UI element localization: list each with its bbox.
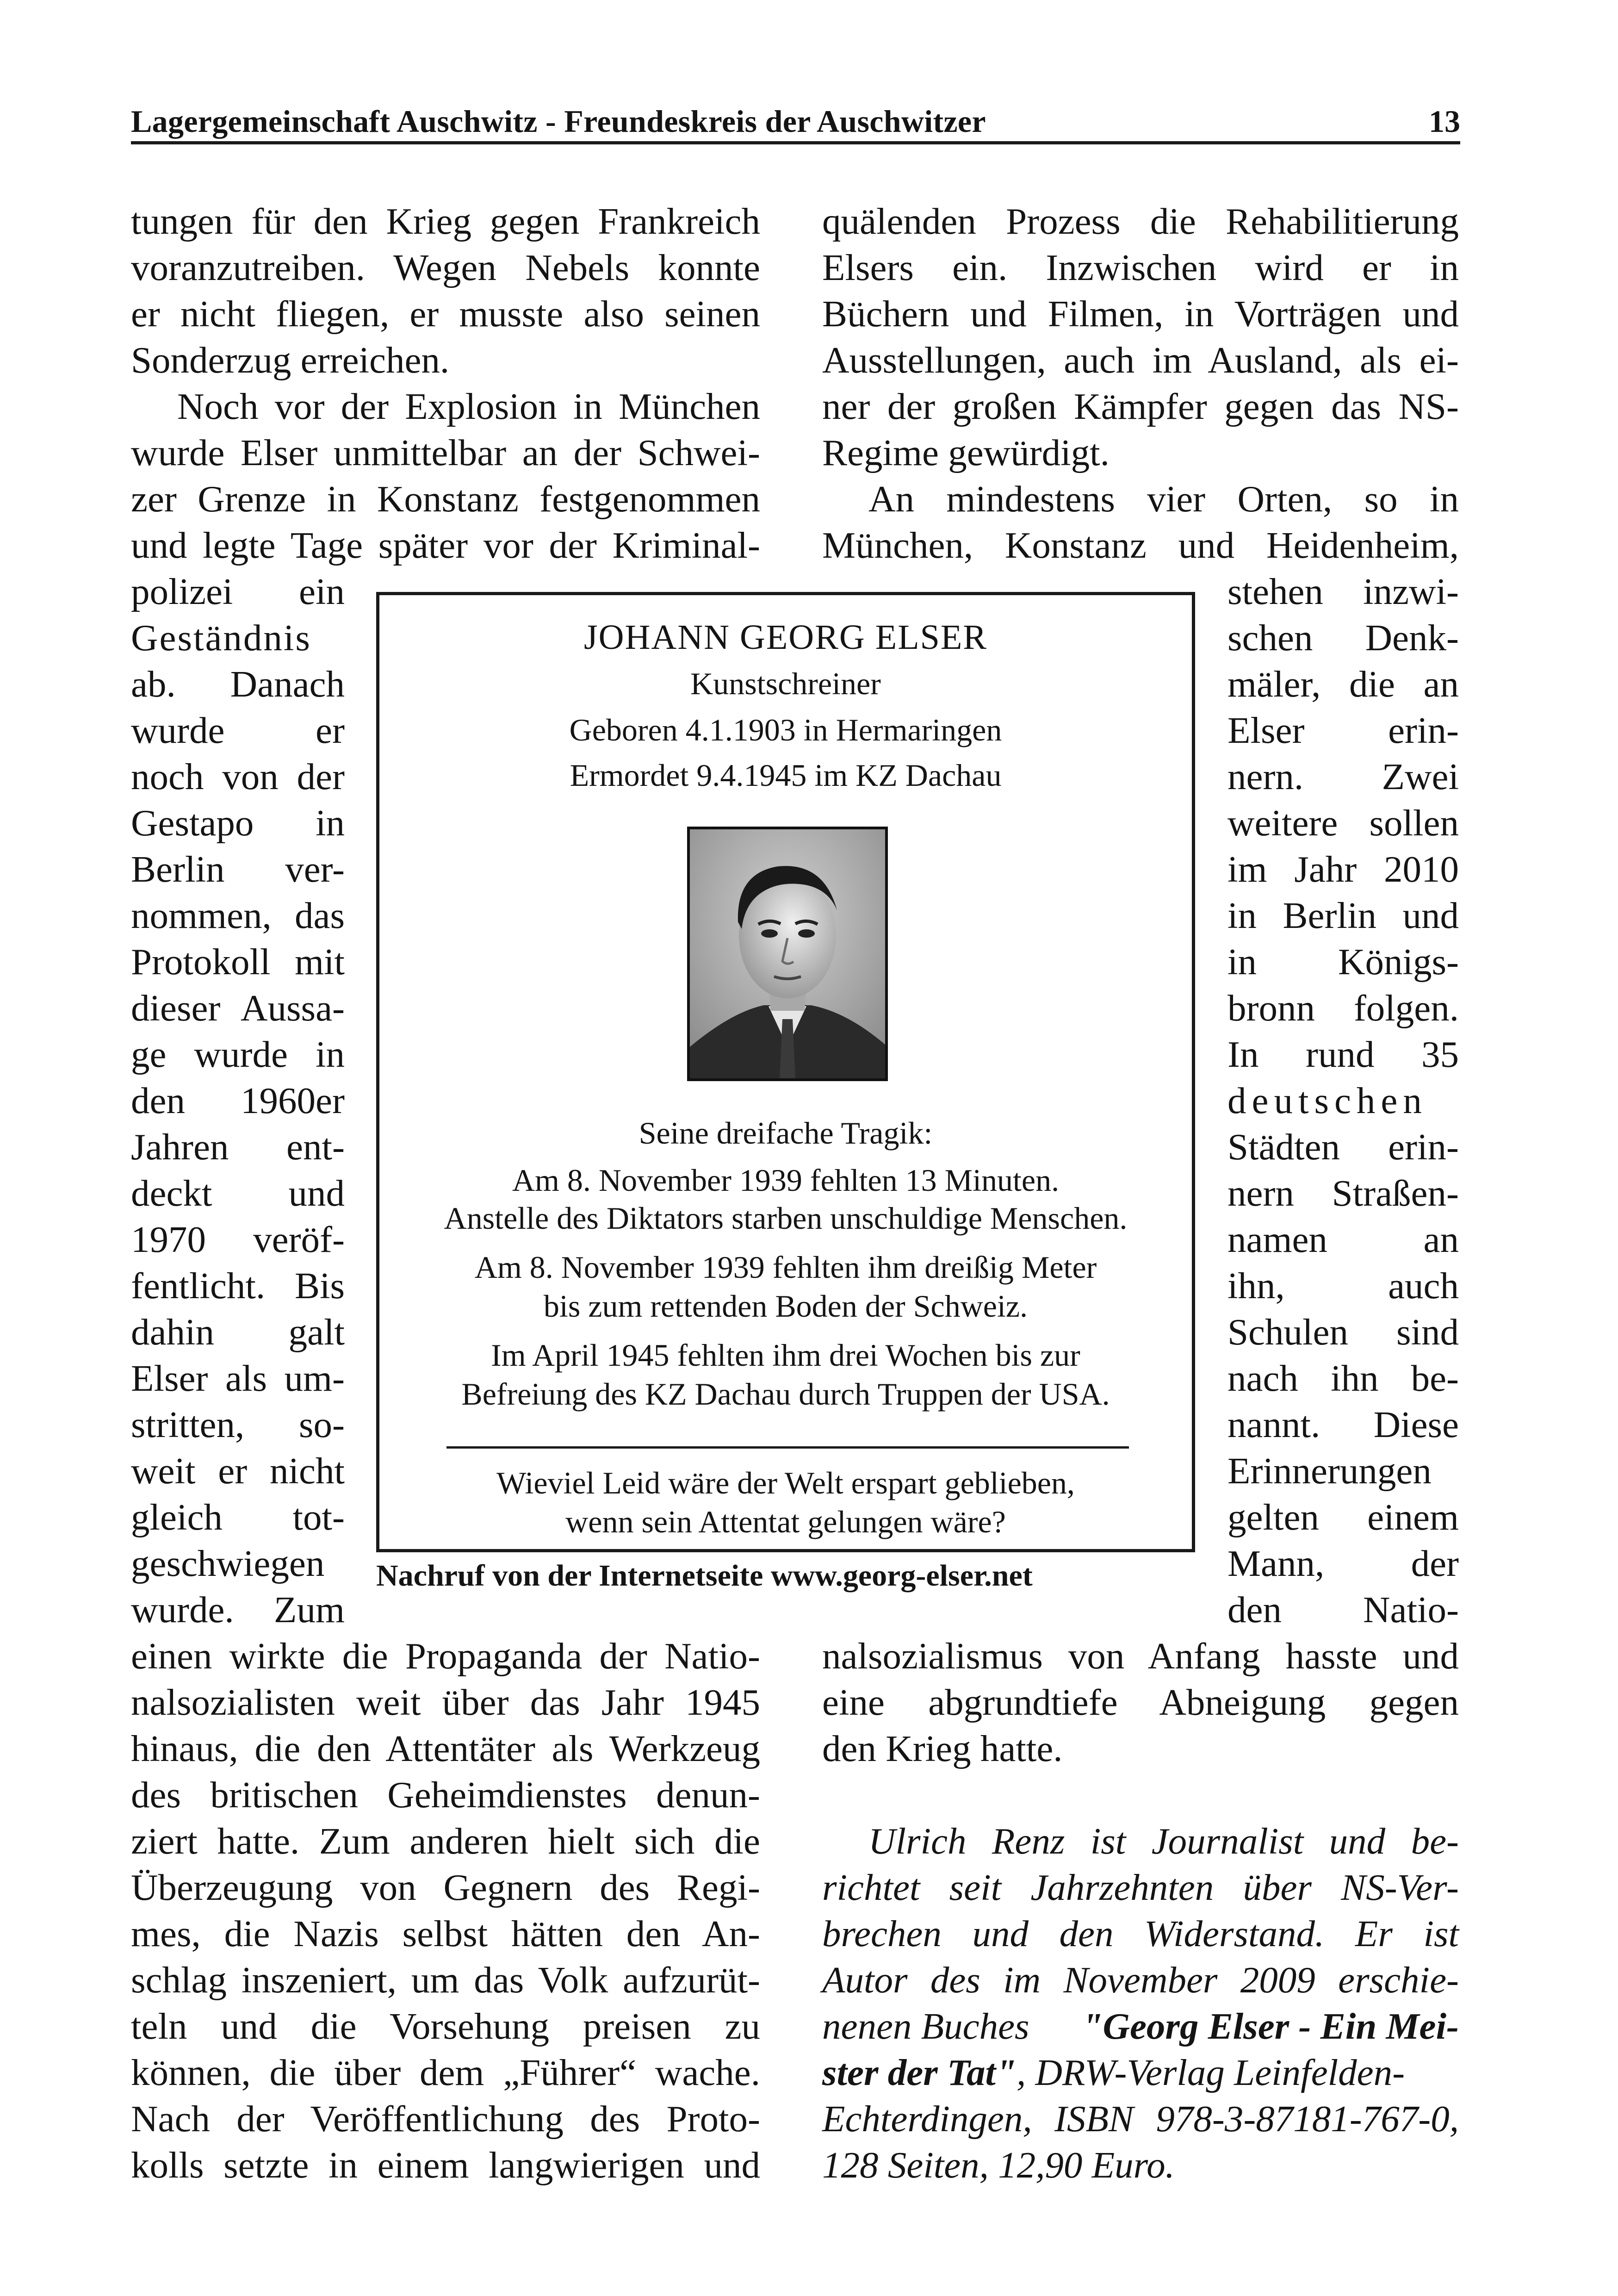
body-line: den Krieg hatte. xyxy=(822,1728,1063,1769)
memorial-name: JOHANN GEORG ELSER xyxy=(584,618,987,657)
body-line: nern Straßen- xyxy=(1227,1172,1459,1214)
tragedy-line: Im April 1945 fehlten ihm drei Wochen bis zur xyxy=(491,1338,1080,1373)
body-line: gelten einem xyxy=(1227,1496,1459,1538)
tragedy-line: Am 8. November 1939 fehlten 13 Minuten. xyxy=(512,1163,1060,1198)
body-line: Jahren ent- xyxy=(131,1126,345,1168)
bio-line: Echterdingen, ISBN 978-3-87181-767-0, xyxy=(822,2098,1459,2140)
body-line: Ausstellungen, auch im Ausland, als ei- xyxy=(822,339,1459,381)
box-caption: Nachruf von der Internetseite www.georg-elser.net xyxy=(376,1559,1033,1593)
body-line: quälenden Prozess die Rehabilitierung xyxy=(822,200,1459,242)
body-line: nannt. Diese xyxy=(1227,1404,1459,1445)
body-line: nern. Zwei xyxy=(1227,756,1459,797)
body-line: tungen für den Krieg gegen Frankreich xyxy=(131,200,760,242)
body-line: deutschen xyxy=(1227,1080,1427,1121)
body-line: Nach der Veröffentlichung des Proto- xyxy=(131,2098,760,2140)
body-line: München, Konstanz und Heidenheim, xyxy=(822,524,1459,566)
bio-text: nenen Buches xyxy=(822,2005,1029,2047)
body-line: Geständnis xyxy=(131,617,311,659)
body-line: bronn folgen. xyxy=(1227,987,1459,1029)
body-line: des britischen Geheimdienstes denun- xyxy=(131,1774,760,1816)
body-line: teln und die Vorsehung preisen zu xyxy=(131,2005,760,2047)
body-line: Elsers ein. Inzwischen wird er in xyxy=(822,247,1459,288)
body-line: nalsozialismus von Anfang hasste und xyxy=(822,1635,1459,1677)
closing-line: Wieviel Leid wäre der Welt erspart geblieben, xyxy=(496,1465,1075,1500)
tragedy-line: Befreiung des KZ Dachau durch Truppen der USA. xyxy=(461,1376,1110,1412)
body-line: ge wurde in xyxy=(131,1033,345,1075)
bio-line: brechen und den Widerstand. Er ist xyxy=(822,1913,1459,1954)
body-line: und legte Tage später vor der Kriminal- xyxy=(131,524,760,566)
body-line: ner der großen Kämpfer gegen das NS- xyxy=(822,386,1459,427)
body-line: Regime gewürdigt. xyxy=(822,432,1110,473)
tragedy-line: Anstelle des Diktators starben unschuldige Menschen. xyxy=(444,1201,1128,1236)
bio-text: , DRW-Verlag Leinfelden- xyxy=(1017,2052,1405,2093)
bio-line: Ulrich Renz ist Journalist und be- xyxy=(868,1820,1459,1862)
body-line: mes, die Nazis selbst hätten den An- xyxy=(131,1913,760,1954)
body-line: Noch vor der Explosion in München xyxy=(177,386,760,427)
body-line: zer Grenze in Konstanz festgenommen xyxy=(131,478,760,520)
body-line: ab. Danach xyxy=(131,663,345,705)
body-line: Berlin ver- xyxy=(131,848,345,890)
body-line: nach ihn be- xyxy=(1227,1357,1459,1399)
bio-line xyxy=(822,2049,1459,2096)
body-line: Protokoll mit xyxy=(131,941,345,983)
body-line: weit er nicht xyxy=(131,1450,345,1492)
body-line: in Königs- xyxy=(1227,941,1459,983)
body-line: Schulen sind xyxy=(1227,1311,1459,1353)
body-line: den Natio- xyxy=(1227,1589,1459,1630)
body-line: weitere sollen xyxy=(1227,802,1459,844)
body-line: stehen inzwi- xyxy=(1227,571,1459,612)
body-line: ihn, auch xyxy=(1227,1265,1459,1307)
body-line: schen Denk- xyxy=(1227,617,1459,659)
book-title: "Georg Elser - Ein Mei- xyxy=(1082,2005,1459,2047)
body-line: polizei ein xyxy=(131,571,345,612)
body-line: Elser als um- xyxy=(131,1357,345,1399)
body-line: Elser erin- xyxy=(1227,709,1459,751)
body-line: deckt und xyxy=(131,1172,345,1214)
body-line: im Jahr 2010 xyxy=(1227,848,1459,890)
body-line: Gestapo in xyxy=(131,802,345,844)
body-line: den 1960er xyxy=(131,1080,345,1121)
body-line: 1970 veröf- xyxy=(131,1219,345,1260)
body-line: in Berlin und xyxy=(1227,895,1459,936)
body-line: Überzeugung von Gegnern des Regi- xyxy=(131,1867,760,1908)
body-line: Städten erin- xyxy=(1227,1126,1459,1168)
body-line: Mann, der xyxy=(1227,1543,1459,1584)
body-line: dieser Aussa- xyxy=(131,987,345,1029)
memorial-box xyxy=(376,592,1195,1552)
body-line: eine abgrundtiefe Abneigung gegen xyxy=(822,1681,1459,1723)
body-line: können, die über dem „Führer“ wache. xyxy=(131,2052,760,2093)
memorial-died: Ermordet 9.4.1945 im KZ Dachau xyxy=(570,758,1002,793)
body-line: In rund 35 xyxy=(1227,1033,1459,1075)
body-line: geschwiegen xyxy=(131,1543,325,1584)
body-line: er nicht fliegen, er musste also seinen xyxy=(131,293,760,335)
tragedy-line: bis zum rettenden Boden der Schweiz. xyxy=(543,1288,1028,1324)
memorial-born: Geboren 4.1.1903 in Hermaringen xyxy=(569,712,1002,747)
body-line: einen wirkte die Propaganda der Natio- xyxy=(131,1635,760,1677)
body-line: wurde Elser unmittelbar an der Schwei- xyxy=(131,432,760,473)
book-title: ster der Tat" xyxy=(822,2052,1017,2093)
running-header xyxy=(131,100,1460,144)
portrait-illustration xyxy=(690,829,885,1078)
body-line: nalsozialisten weit über das Jahr 1945 xyxy=(131,1681,760,1723)
bio-line: Autor des im November 2009 erschie- xyxy=(822,1959,1459,2001)
publication-title: Lagergemeinschaft Auschwitz - Freundeskreis der Auschwitzer xyxy=(131,104,986,139)
body-line: stritten, so- xyxy=(131,1404,345,1445)
memorial-profession: Kunstschreiner xyxy=(690,666,881,701)
divider xyxy=(446,1446,1129,1449)
body-line: gleich tot- xyxy=(131,1496,345,1538)
body-line: Sonderzug erreichen. xyxy=(131,339,450,381)
body-line: schlag inszeniert, um das Volk aufzurüt- xyxy=(131,1959,760,2001)
bio-line xyxy=(822,2003,1459,2049)
closing-line: wenn sein Attentat gelungen wäre? xyxy=(565,1504,1006,1539)
bio-line: richtet seit Jahrzehnten über NS-Ver- xyxy=(822,1867,1459,1908)
body-line: nommen, das xyxy=(131,895,345,936)
tragedy-line: Am 8. November 1939 fehlten ihm dreißig Meter xyxy=(474,1250,1097,1285)
body-line: wurde. Zum xyxy=(131,1589,345,1630)
body-line: An mindestens vier Orten, so in xyxy=(868,478,1459,520)
bio-line: 128 Seiten, 12,90 Euro. xyxy=(822,2144,1175,2186)
body-line: hinaus, die den Attentäter als Werkzeug xyxy=(131,1728,760,1769)
body-line: ziert hatte. Zum anderen hielt sich die xyxy=(131,1820,760,1862)
body-line: wurde er xyxy=(131,709,345,751)
body-line: Büchern und Filmen, in Vorträgen und xyxy=(822,293,1459,335)
body-line: voranzutreiben. Wegen Nebels konnte xyxy=(131,247,760,288)
body-line: fentlicht. Bis xyxy=(131,1265,345,1307)
body-line: noch von der xyxy=(131,756,345,797)
body-line: dahin galt xyxy=(131,1311,345,1353)
body-line: mäler, die an xyxy=(1227,663,1459,705)
body-line: kolls setzte in einem langwierigen und xyxy=(131,2144,760,2186)
body-line: Erinnerungen xyxy=(1227,1450,1432,1492)
page-number: 13 xyxy=(1429,104,1460,139)
tragedy-heading: Seine dreifache Tragik: xyxy=(639,1115,933,1151)
body-line: namen an xyxy=(1227,1219,1459,1260)
portrait-photo xyxy=(687,827,888,1081)
